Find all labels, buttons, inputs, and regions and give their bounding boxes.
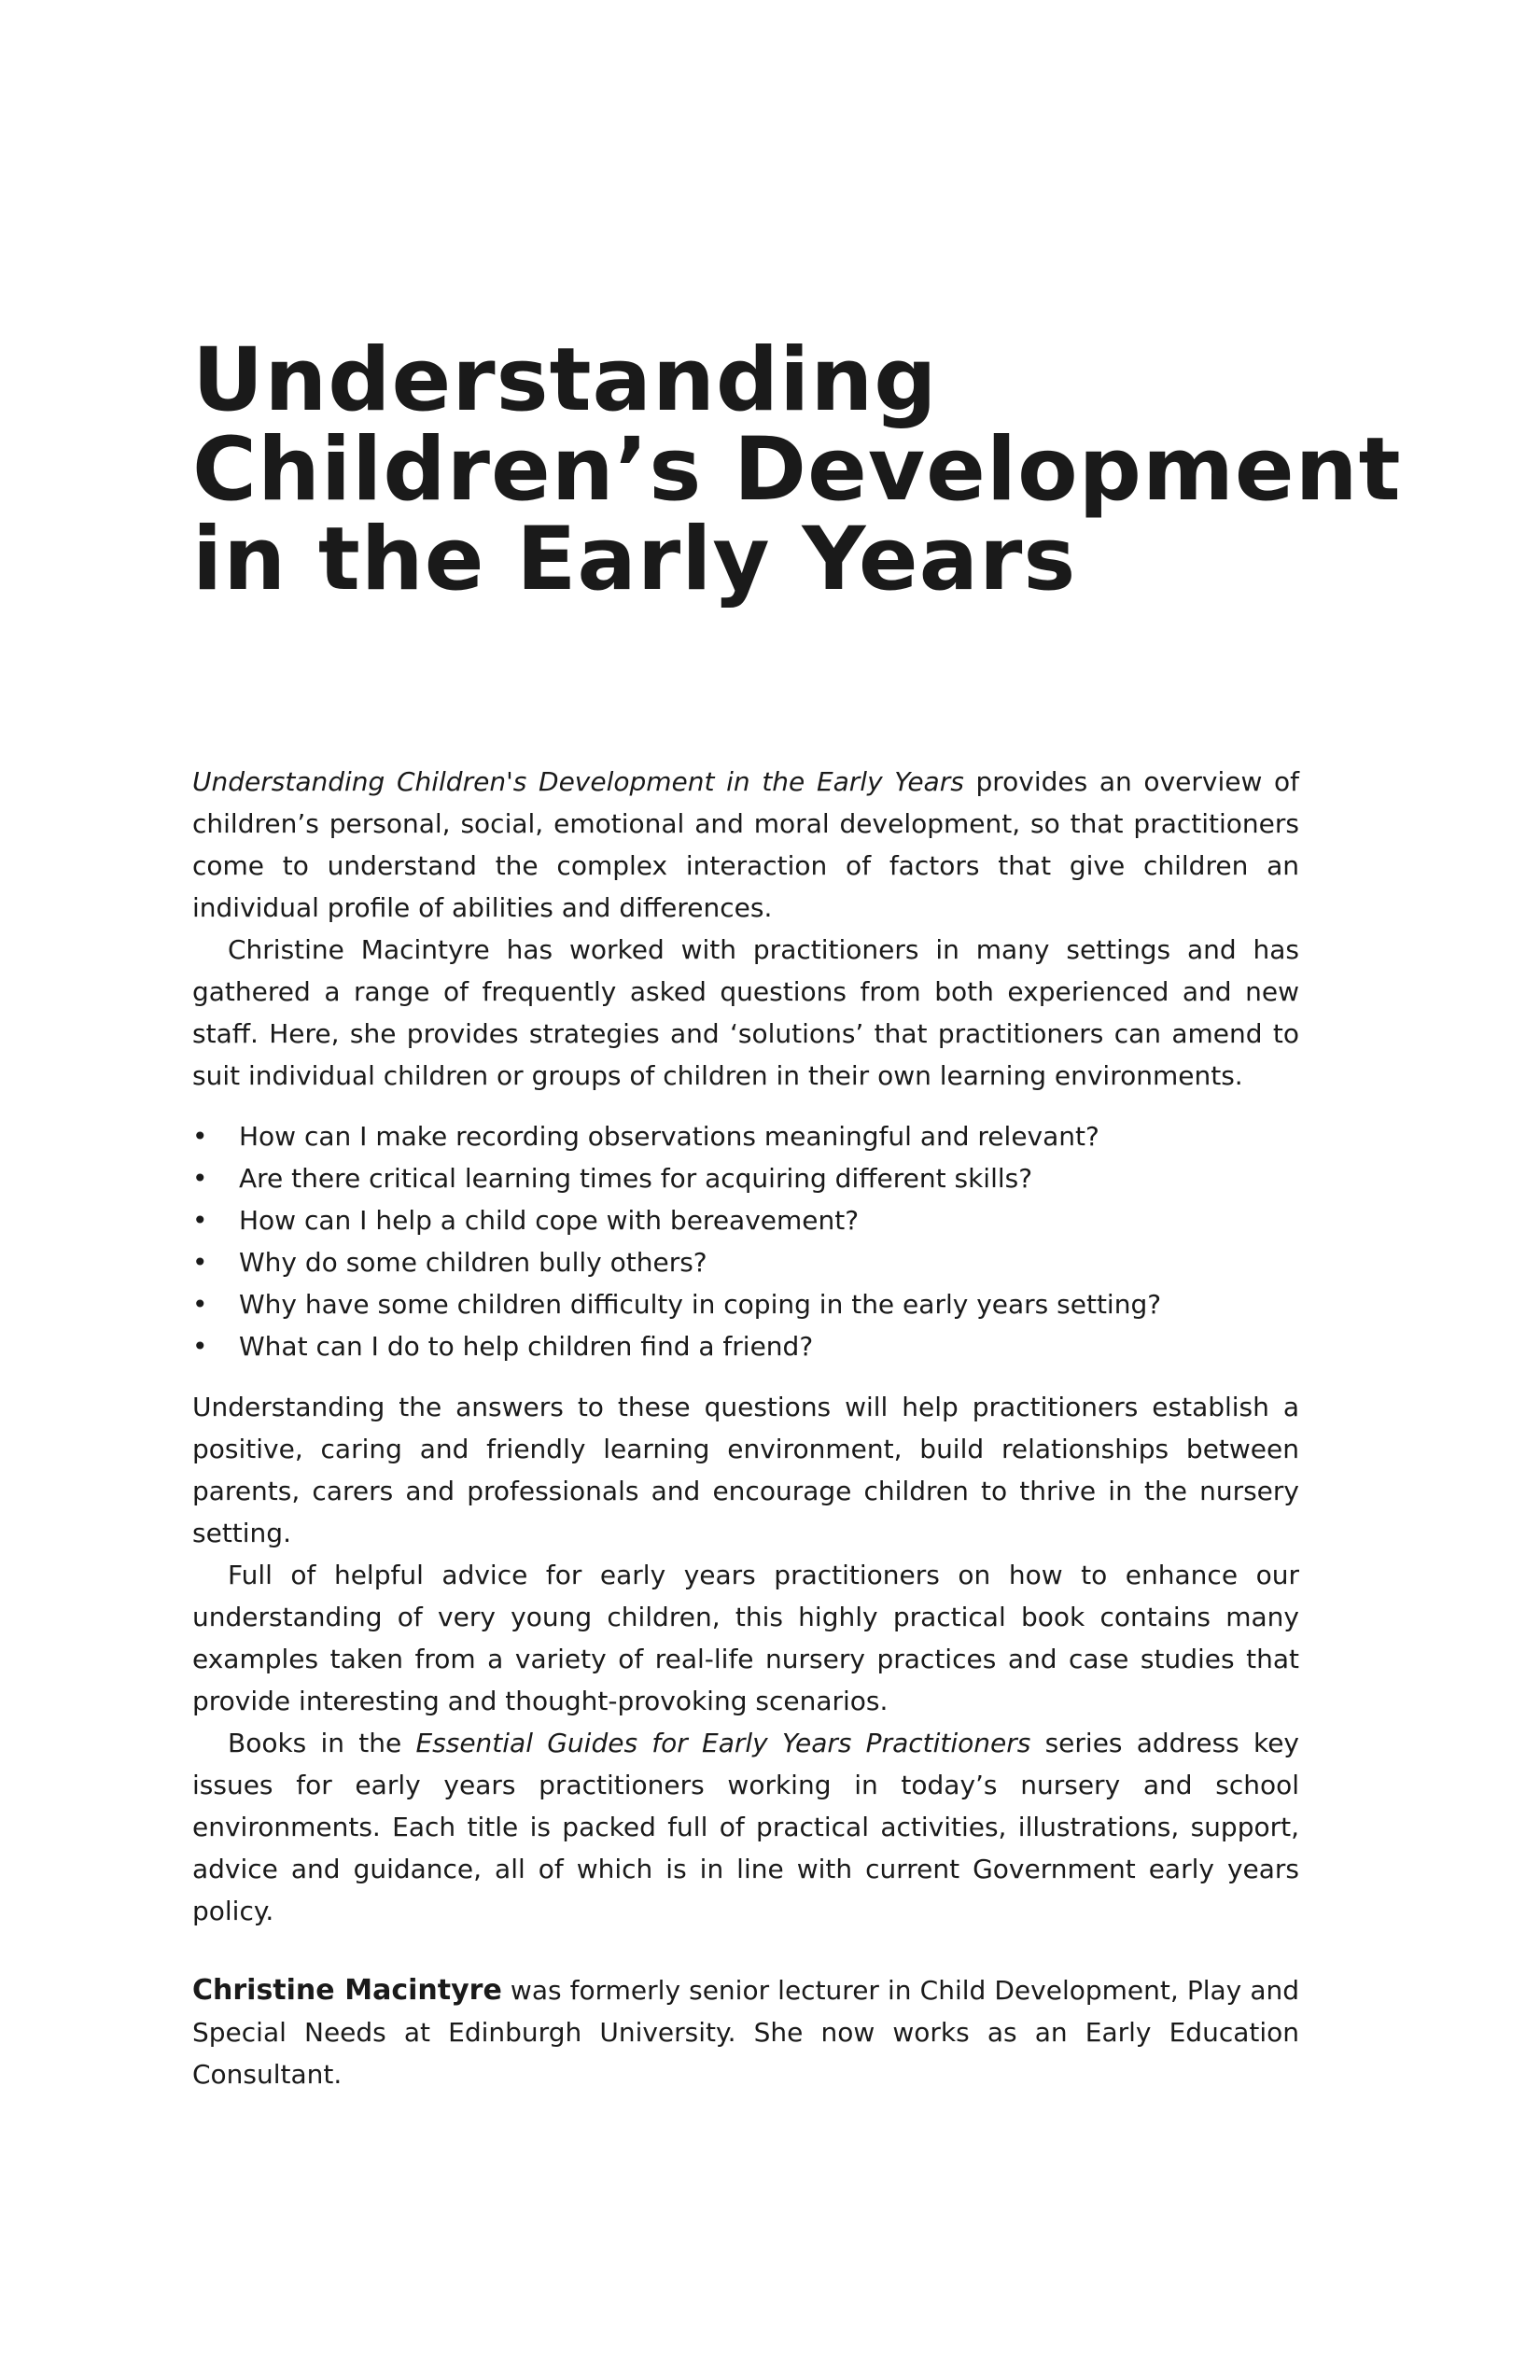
question-item <box>192 1115 1299 1157</box>
question-text: How can I help a child cope with bereavement? <box>239 1205 860 1236</box>
advice-paragraph: Full of helpful advice for early years practitioners on how to enhance our understanding of very young children, this highly practical book contains many examples taken from a variety of real-life nursery practices and case studies that provide interesting and thought-provoking scenarios. <box>192 1560 1299 1716</box>
question-text: Are there critical learning times for acquiring different skills? <box>239 1163 1033 1194</box>
series-text-after: series address key issues for early years practitioners working in today’s nursery and school environments. Each title is packed full of practical activities, illustrations, support, advice and guidance, all of which is in line with current Government early years policy. <box>192 1728 1299 1926</box>
question-item <box>192 1241 1299 1283</box>
question-item <box>192 1199 1299 1241</box>
series-paragraph <box>192 1722 1299 1932</box>
bullet-icon: • <box>192 1247 208 1278</box>
intro-book-title: Understanding Children's Development in the Early Years <box>192 766 964 797</box>
question-item <box>192 1283 1299 1325</box>
book-back-cover <box>192 329 1402 2090</box>
answers-paragraph: Understanding the answers to these questions will help practitioners establish a positive, caring and friendly learning environment, build relationships between parents, carers and professionals and encourage children to thrive in the nursery setting. <box>192 1392 1299 1548</box>
blurb <box>192 761 1299 2095</box>
series-title: Essential Guides for Early Years Practitioners <box>415 1728 1031 1758</box>
intro-paragraph <box>192 761 1299 929</box>
title-line-2: Children’s Development <box>192 419 1402 521</box>
question-item <box>192 1157 1299 1199</box>
author-bio-text: was formerly senior lecturer in Child Development, Play and Special Needs at Edinburgh University. She now works as an Early Education Consultant. <box>192 1975 1299 2090</box>
bullet-icon: • <box>192 1205 208 1236</box>
author-name: Christine Macintyre <box>192 1974 502 2007</box>
bullet-icon: • <box>192 1289 208 1320</box>
question-text: How can I make recording observations meaningful and relevant? <box>239 1121 1099 1152</box>
series-text-before: Books in the <box>228 1728 416 1758</box>
question-text: Why have some children difficulty in coping in the early years setting? <box>239 1289 1162 1320</box>
bullet-icon: • <box>192 1163 208 1194</box>
title-line-3: in the Early Years <box>192 509 1077 610</box>
question-item <box>192 1325 1299 1367</box>
title-line-1: Understanding <box>192 329 938 431</box>
bullet-icon: • <box>192 1331 208 1362</box>
bullet-icon: • <box>192 1121 208 1152</box>
author-bio <box>192 1969 1299 2095</box>
intro-text: provides an overview of children’s personal, social, emotional and moral development, so that practitioners come to understand the complex interaction of factors that give children an individual profile of abilities and differences. <box>192 766 1299 923</box>
question-text: Why do some children bully others? <box>239 1247 707 1278</box>
question-text: What can I do to help children find a friend? <box>239 1331 814 1362</box>
book-title <box>192 329 1402 610</box>
questions-list <box>192 1115 1299 1367</box>
approach-paragraph: Christine Macintyre has worked with practitioners in many settings and has gathered a range of frequently asked questions from both experienced and new staff. Here, she provides strategies and ‘solutions’ that practitioners can amend to suit individual children or groups of children in their own learning environments. <box>192 934 1299 1091</box>
